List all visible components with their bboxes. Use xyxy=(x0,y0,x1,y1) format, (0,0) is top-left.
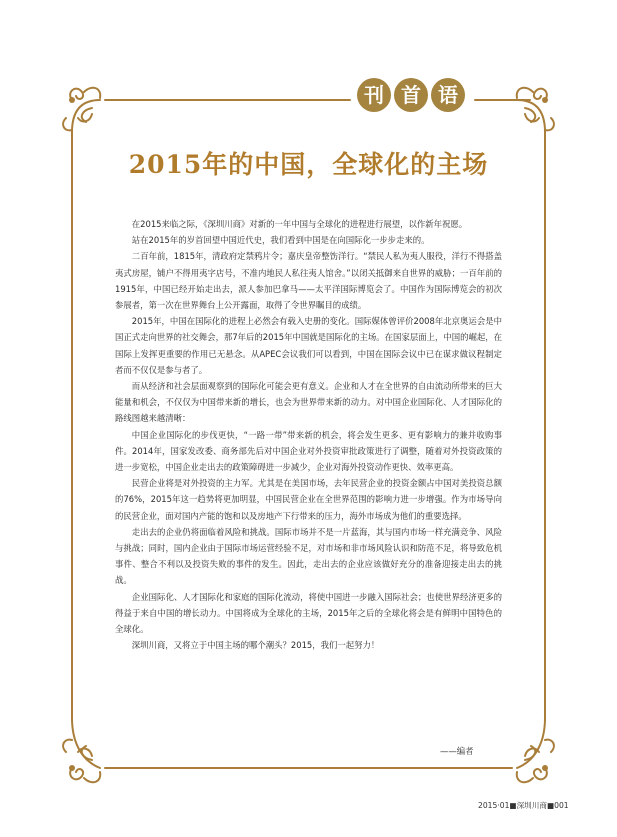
paragraph: 在2015来临之际，《深圳川商》对新的一年中国与全球化的进程进行展望，以作新年祝愿。 xyxy=(131,219,468,229)
paragraph: 走出去的企业仍将面临着风险和挑战。国际市场并不是一片蓝海，其与国内市场一样充满竞争、风险与挑战；同时，国内企业由于国际市场运营经验不足，对市场和非市场风险认识和防范不足，将导致危机事件、整合不利以及投资失败的事件的发生。因此，走出去的企业应该做好充分的准备迎接走出去的挑战。 xyxy=(115,526,502,586)
article-body xyxy=(115,216,502,653)
paragraph: 而从经济和社会层面观察到的国际化可能会更有意义。企业和人才在全世界的自由流动所带来的巨大能量和机会，不仅仅为中国带来新的增长，也会为世界带来新的动力。对中国企业国际化、人才国际化的路线图越来越清晰： xyxy=(115,381,502,424)
paragraph: 中国企业国际化的步伐更快，“一路一带”带来新的机会，将会发生更多、更有影响力的兼并收购事件。2014年，国家发改委、商务部先后对中国企业对外投资审批政策进行了调整，随着对外投资政策的进一步宽松，中国企业走出去的政策障碍进一步减少，企业对海外投资动作更快、效率更高。 xyxy=(115,429,502,473)
paragraph: 站在2015年的岁首回望中国近代史，我们看到中国是在向国际化一步步走来的。 xyxy=(131,235,430,246)
page-footer: 2015·01■深圳川商■001 xyxy=(478,801,569,810)
editor-signature: ——编者 xyxy=(440,746,474,756)
column-label-char: 首 xyxy=(394,78,428,112)
paragraph: 二百年前，1815年，清政府定禁鸦片令；嘉庆皇帝整饬洋行。“禁民人私为夷人服役，洋行不得搭盖夷式房屋，铺户不得用夷字店号，不准内地民人私往夷人馆舍。”以闭关抵御来自世界的威胁；一百年前的1915年，中国已经开始走出去，派人参加巴拿马——太平洋国际博览会了。中国作为国际博览会的初次参展者，第一次在世界舞台上公开露面，取得了令世界瞩目的成绩。 xyxy=(115,251,502,311)
paragraph: 企业国际化、人才国际化和家庭的国际化流动，将使中国进一步融入国际社会；也使世界经济更多的得益于来自中国的增长动力。中国将成为全球化的主场，2015年之后的全球化将会是有鲜明中国特色的全球化。 xyxy=(115,591,502,635)
article-title: 2015年的中国，全球化的主场 xyxy=(128,150,489,179)
paragraph: 深圳川商，又将立于中国主场的哪个潮头？2015，我们一起努力！ xyxy=(131,640,380,651)
paragraph: 民营企业将是对外投资的主力军。尤其是在美国市场，去年民营企业的投资金额占中国对美投资总额的76%，2015年这一趋势将更加明显，中国民营企业在全世界范围的影响力进一步增强。作为市场导向的民营企业，面对国内产能的饱和以及房地产下行带来的压力，海外市场成为他们的重要选择。 xyxy=(115,478,502,521)
column-label xyxy=(357,78,465,118)
paragraph: 2015年，中国在国际化的进程上必然会有载入史册的变化。国际媒体曾评价2008年北京奥运会是中国正式走向世界的社交舞会，那7年后的2015年中国就是国际化的主场。在国家层面上，中国的崛起，在国际上发挥更重要的作用已无悬念。从APEC会议我们可以看到，中国在国际会议中已在谋求做议程制定者而不仅仅是参与者了。 xyxy=(115,316,502,375)
column-label-char: 刊 xyxy=(357,78,391,112)
column-label-char: 语 xyxy=(431,78,465,112)
